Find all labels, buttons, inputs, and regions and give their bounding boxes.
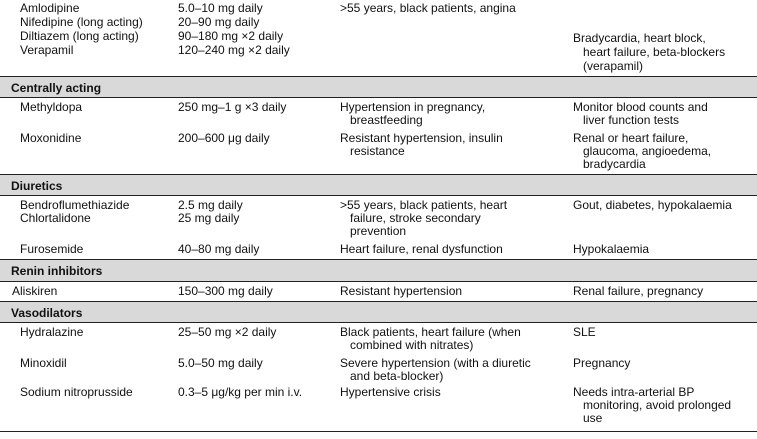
drug-dose: 25 mg daily [178, 211, 240, 225]
section-title: Renin inhibitors [11, 264, 103, 278]
drug-dose: 200–600 μg daily [178, 131, 270, 145]
drug-name: Nifedipine (long acting) [20, 15, 143, 29]
drug-caution: liver function tests [583, 113, 680, 127]
drug-indication: >55 years, black patients, angina [340, 1, 516, 15]
table-bottom-rule [0, 431, 757, 432]
drug-caution: bradycardia [583, 157, 646, 171]
drug-name: Moxonidine [20, 131, 82, 145]
drug-indication: Severe hypertension (with a diuretic [340, 356, 531, 370]
drug-dose: 2.5 mg daily [178, 198, 243, 212]
drug-dose: 90–180 mg ×2 daily [178, 29, 284, 43]
drug-name: Furosemide [20, 242, 84, 256]
drug-dose: 5.0–50 mg daily [178, 356, 263, 370]
drug-indication: Hypertensive crisis [340, 385, 441, 399]
drug-indication: Heart failure, renal dysfunction [340, 242, 503, 256]
drug-indication: resistance [350, 144, 405, 158]
drug-dose: 20–90 mg daily [178, 15, 260, 29]
drug-caution: heart failure, beta-blockers [583, 45, 726, 59]
drug-indication: prevention [350, 224, 407, 238]
drug-indication: combined with nitrates) [350, 338, 474, 352]
drug-caution: Bradycardia, heart block, [573, 31, 706, 45]
section-title: Vasodilators [11, 306, 83, 320]
section-header-vasodilators [0, 301, 757, 323]
drug-indication: Black patients, heart failure (when [340, 325, 521, 339]
section-header-diuretics [0, 174, 757, 196]
drug-caution: Pregnancy [573, 356, 631, 370]
drug-caution: monitoring, avoid prolonged [583, 398, 732, 412]
drug-dose: 5.0–10 mg daily [178, 1, 263, 15]
section-title: Centrally acting [11, 81, 102, 95]
drug-indication: >55 years, black patients, heart [340, 198, 508, 212]
drug-dose: 120–240 mg ×2 daily [178, 43, 290, 57]
drug-dose: 150–300 mg daily [178, 284, 273, 298]
drug-name: Bendroflumethiazide [20, 198, 130, 212]
drug-caution: SLE [573, 325, 596, 339]
drug-name: Amlodipine [20, 1, 80, 15]
drug-indication: failure, stroke secondary [350, 211, 481, 225]
drug-name: Minoxidil [20, 356, 67, 370]
drug-caution: Gout, diabetes, hypokalaemia [573, 198, 732, 212]
drug-name: Sodium nitroprusside [20, 385, 133, 399]
section-title: Diuretics [11, 179, 63, 193]
section-header-centrally-acting [0, 76, 757, 98]
drug-caution: Renal failure, pregnancy [573, 284, 704, 298]
drug-name: Chlortalidone [20, 211, 91, 225]
drug-indication: breastfeeding [350, 113, 423, 127]
drug-caution: glaucoma, angioedema, [583, 144, 712, 158]
drug-name: Verapamil [20, 43, 74, 57]
drug-caution: Hypokalaemia [573, 242, 650, 256]
drug-name: Methyldopa [20, 100, 83, 114]
drug-indication: Resistant hypertension, insulin [340, 131, 503, 145]
drug-indication: and beta-blocker) [350, 369, 444, 383]
section-header-renin-inhibitors [0, 259, 757, 282]
drug-name: Hydralazine [20, 325, 84, 339]
drug-caution: Renal or heart failure, [573, 131, 689, 145]
drug-name: Diltiazem (long acting) [20, 29, 139, 43]
drug-caution: use [583, 411, 603, 425]
drug-dose: 25–50 mg ×2 daily [178, 325, 277, 339]
drug-indication: Hypertension in pregnancy, [340, 100, 486, 114]
drug-dose: 250 mg–1 g ×3 daily [178, 100, 287, 114]
drug-caution: Needs intra-arterial BP [573, 385, 695, 399]
drug-name: Aliskiren [12, 284, 58, 298]
drug-dose: 0.3–5 μg/kg per min i.v. [178, 385, 303, 399]
drug-caution: Monitor blood counts and [573, 100, 708, 114]
drug-indication: Resistant hypertension [340, 284, 463, 298]
drug-caution: (verapamil) [583, 59, 644, 73]
drug-dose: 40–80 mg daily [178, 242, 260, 256]
